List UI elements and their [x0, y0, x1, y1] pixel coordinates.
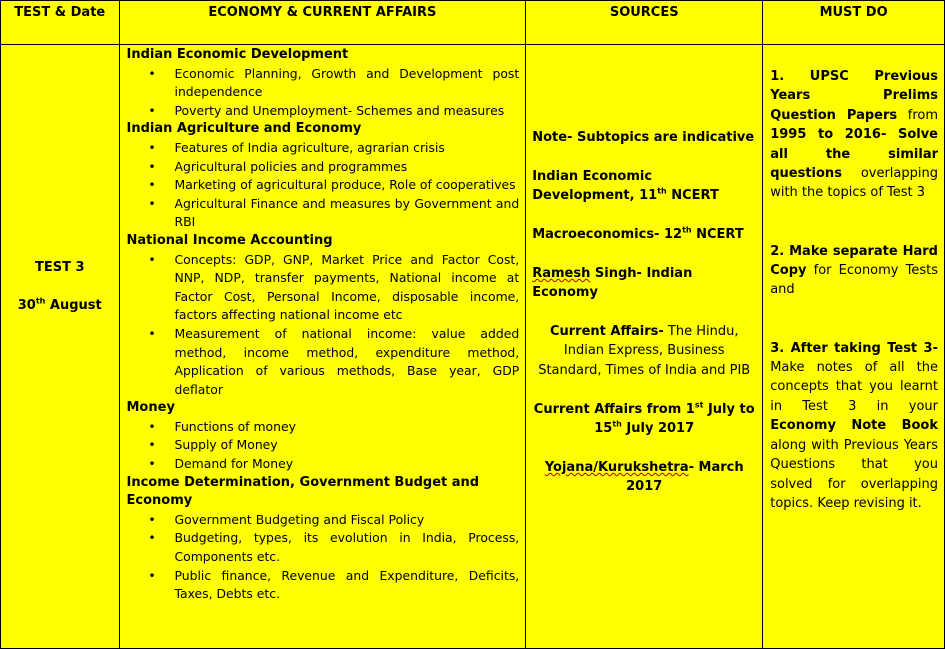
test-date — [1, 298, 119, 313]
source-ied-sup: th — [657, 186, 667, 196]
source-macro-sup: th — [682, 225, 692, 235]
bullet-icon: • — [148, 140, 156, 155]
topic-subtopic-list — [127, 511, 520, 604]
source-ca-label: Current Affairs- — [549, 324, 664, 339]
subtopic-list-item — [127, 436, 520, 455]
source-ca-range-b: July to 15 — [594, 401, 755, 437]
subtopic-text: Poverty and Unemployment- Schemes and measures — [174, 102, 505, 118]
topic-heading: Income Determination, Government Budget and Economy — [126, 474, 480, 509]
bullet-icon: • — [148, 457, 156, 472]
subtopic-text: Concepts: GDP, GNP, Market Price and Factor Cost, NNP, NDP, transfer payments, National income at Factor Cost, Personal Income, disposable income, factors affecting national income etc — [174, 251, 520, 323]
subtopic-list-item — [127, 511, 520, 530]
source-macro-text-end: NCERT — [691, 227, 744, 242]
subtopic-text: Economic Planning, Growth and Development post independence — [174, 65, 520, 100]
source-macro-text: Macroeconomics- 12 — [532, 227, 683, 242]
subtopic-list-item — [127, 325, 520, 399]
subtopic-list-item — [127, 455, 520, 474]
must-do-1-bold-a: 1. UPSC Previous Years Prelims Question Papers — [770, 69, 938, 123]
bullet-icon: • — [148, 568, 156, 583]
topic-heading: Indian Agriculture and Economy — [126, 121, 362, 137]
test-name: TEST 3 — [34, 260, 85, 275]
must-do-3-text-b: along with Previous Years Questions that you solved for overlapping topics. Keep revising it. — [770, 437, 938, 511]
source-ramesh-rest: Singh- Indian Economy — [532, 265, 693, 301]
must-do-item-1 — [770, 67, 938, 203]
bullet-icon: • — [148, 159, 156, 174]
subtopic-list-item — [127, 176, 520, 195]
source-ramesh-name: Ramesh — [532, 265, 591, 281]
subtopic-text: Agricultural policies and programmes — [174, 158, 408, 174]
subtopic-list-item — [127, 567, 520, 604]
topic-heading: Indian Economic Development — [126, 47, 349, 62]
bullet-icon: • — [148, 512, 156, 527]
source-ied-ncert — [532, 167, 756, 206]
subtopic-text: Budgeting, types, its evolution in India, Process, Components etc. — [174, 530, 520, 565]
source-yojana-rest: - March 2017 — [626, 459, 744, 495]
bullet-icon: • — [148, 252, 156, 267]
bullet-icon: • — [148, 419, 156, 434]
must-do-2-text: for Economy Tests and — [770, 263, 938, 298]
must-do-3-bold-b: Economy Note Book — [770, 418, 938, 434]
source-yojana-name: Yojana/Kurukshetra — [544, 459, 689, 475]
must-do-3-bold-a: 3. After taking Test 3- — [770, 340, 938, 356]
test-date-day: 30 — [17, 298, 36, 313]
subtopic-list-item — [127, 418, 520, 437]
test-row — [1, 45, 945, 649]
source-ramesh-singh — [532, 264, 756, 303]
source-ied-text-end: NCERT — [666, 188, 719, 204]
subtopic-list-item — [127, 158, 520, 177]
must-do-1-bold-b: 1995 to 2016- Solve all the similar questions — [770, 127, 938, 182]
must-do-3-text-a: Make notes of all the concepts that you learnt in Test 3 in your — [770, 360, 938, 414]
source-yojana — [532, 458, 756, 497]
test-date-cell — [1, 45, 120, 649]
subtopic-list-item — [127, 251, 520, 325]
bullet-icon: • — [148, 326, 156, 341]
sources-cell — [526, 45, 763, 649]
header-sources: SOURCES — [526, 1, 763, 45]
source-ied-text: Indian Economic Development, 11 — [532, 168, 658, 204]
subtopic-text: Measurement of national income: value added method, income method, expenditure method, Application of various methods, Base year, GDP deflator — [174, 325, 520, 397]
must-do-item-3 — [770, 339, 938, 514]
source-ca-range-a: Current Affairs from 1 — [533, 401, 695, 417]
header-topics: ECONOMY & CURRENT AFFAIRS — [119, 1, 526, 45]
source-ca-range-sup2: th — [612, 419, 622, 429]
must-do-cell — [763, 45, 945, 649]
topics-cell — [119, 45, 526, 649]
header-row — [1, 1, 945, 45]
subtopic-text: Functions of money — [174, 418, 296, 434]
subtopic-text: Features of India agriculture, agrarian crisis — [174, 139, 445, 155]
subtopic-text: Government Budgeting and Fiscal Policy — [174, 511, 425, 527]
header-must-do: MUST DO — [763, 1, 945, 45]
bullet-icon: • — [148, 66, 156, 81]
bullet-icon: • — [148, 531, 156, 546]
source-current-affairs — [532, 322, 756, 380]
subtopic-list-item — [127, 529, 520, 566]
subtopic-text: Marketing of agricultural produce, Role of cooperatives — [174, 177, 516, 193]
subtopic-list-item — [127, 102, 520, 121]
must-do-item-2 — [770, 242, 938, 300]
subtopic-text: Supply of Money — [174, 437, 278, 453]
header-test-date: TEST & Date — [1, 1, 120, 45]
test-date-month: August — [45, 298, 102, 313]
source-ca-range — [532, 400, 756, 439]
topic-heading: Money — [126, 400, 175, 416]
topic-heading: National Income Accounting — [126, 232, 333, 248]
subtopic-text: Agricultural Finance and measures by Government and RBI — [174, 195, 520, 230]
must-do-1-text-a: from — [897, 107, 939, 123]
must-do-2-bold: 2. Make separate Hard Copy — [770, 243, 938, 279]
bullet-icon: • — [148, 438, 156, 453]
must-do-1-text-b: overlapping with the topics of Test 3 — [770, 166, 938, 201]
source-ca-text: The Hindu, Indian Express, Business Standard, Times of India and PIB — [538, 324, 751, 378]
topic-subtopic-list — [127, 418, 520, 474]
source-note: Note- Subtopics are indicative — [532, 130, 755, 145]
topic-subtopic-list — [127, 65, 520, 121]
topic-subtopic-list — [127, 251, 520, 400]
subtopic-list-item — [127, 139, 520, 158]
source-ca-range-sup1: st — [694, 400, 704, 410]
subtopic-text: Public finance, Revenue and Expenditure, Deficits, Taxes, Debts etc. — [174, 567, 520, 602]
bullet-icon: • — [148, 178, 156, 193]
bullet-icon: • — [148, 196, 156, 211]
bullet-icon: • — [148, 103, 156, 118]
subtopic-list-item — [127, 65, 520, 102]
subtopic-list-item — [127, 195, 520, 232]
source-macro-ncert — [532, 225, 756, 244]
source-ca-range-c: July 2017 — [621, 421, 695, 437]
subtopic-text: Demand for Money — [174, 456, 294, 472]
topic-subtopic-list — [127, 139, 520, 232]
test-date-suffix: th — [35, 296, 46, 306]
